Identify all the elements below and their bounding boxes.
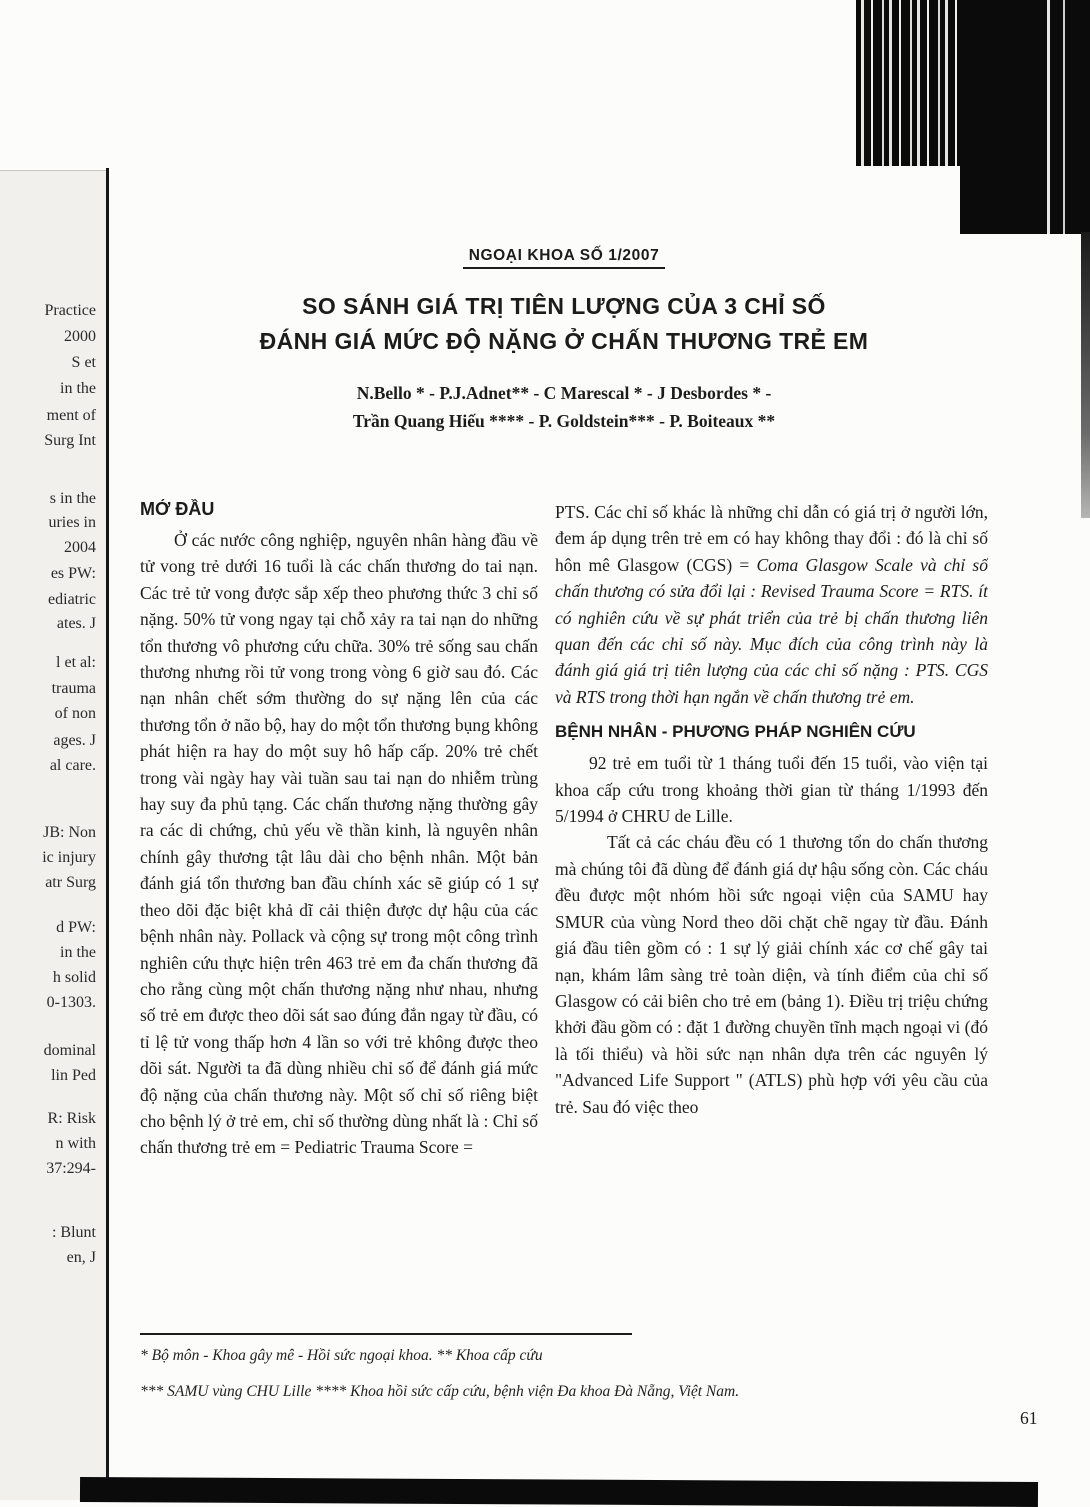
margin-text-fragment: n with — [55, 1135, 96, 1152]
authors — [140, 379, 988, 435]
scan-corner-artifact — [960, 0, 1090, 234]
margin-text-fragment: al care. — [49, 757, 96, 774]
margin-text-fragment: Practice — [44, 302, 96, 319]
intro-heading: MỞ ĐẦU — [140, 499, 215, 519]
margin-text-fragment: trauma — [51, 680, 96, 697]
article-title-line1: SO SÁNH GIÁ TRỊ TIÊN LƯỢNG CỦA 3 CHỈ SỐ — [302, 293, 826, 319]
margin-text-fragment: 2000 — [64, 328, 96, 345]
scan-bottom-edge-artifact — [80, 1477, 1038, 1507]
methods-paragraph-1: 92 trẻ em tuổi từ 1 tháng tuổi đến 15 tuổi, vào viện tại khoa cấp cứu trong khoảng thời gian từ tháng 1/1993 đến 5/1994 ở CHRU de Lille. — [555, 753, 988, 827]
margin-text-fragment: in the — [60, 380, 96, 397]
intro-continued-italic: Coma Glasgow Scale và chỉ số chấn thương có sửa đổi lại : Revised Trauma Score = RTS. ít có nghiên cứu về sự phát triển của trẻ bị chấn thương liên quan đến các chỉ số này. Mục đích của công trình này là đánh giá giá trị tiên lượng của các chỉ số nặng : PTS. CGS và RTS trong thời hạn ngắn về chấn thương trẻ em. — [555, 554, 988, 707]
margin-text-fragment: ediatric — [48, 591, 96, 608]
margin-text-fragment: atr Surg — [45, 874, 96, 891]
journal-header — [140, 247, 988, 265]
footnote-line2: *** SAMU vùng CHU Lille **** Khoa hồi sức cấp cứu, bệnh viện Đa khoa Đà Nẵng, Việt Nam. — [140, 1383, 740, 1400]
margin-text-fragment: ment of — [46, 407, 96, 424]
margin-text-fragment: en, J — [66, 1249, 96, 1266]
left-column — [140, 499, 538, 1327]
scan-binding-artifact — [856, 0, 966, 166]
page-fold-line — [106, 168, 109, 1500]
margin-text-fragment: uries in — [48, 514, 96, 531]
journal-header-text: NGOẠI KHOA SỐ 1/2007 — [463, 247, 666, 269]
margin-text-fragment: s in the — [49, 490, 96, 507]
margin-text-fragment: R: Risk — [47, 1110, 96, 1127]
margin-text-fragment: Surg Int — [44, 432, 96, 449]
authors-line2: Trần Quang Hiếu **** - P. Goldstein*** - P. Boiteaux ** — [352, 411, 776, 431]
footnote-separator — [140, 1333, 632, 1335]
margin-text-fragment: h solid — [52, 969, 96, 986]
margin-text-fragment: ic injury — [42, 849, 96, 866]
margin-text-fragment: JB: Non — [43, 824, 96, 841]
margin-text-fragment: d PW: — [56, 919, 96, 936]
margin-text-fragment: lin Ped — [51, 1067, 96, 1084]
intro-paragraph: Ở các nước công nghiệp, nguyên nhân hàng đầu về tử vong trẻ dưới 16 tuổi là các chấn thương do tai nạn. Các trẻ tử vong được sắp xếp theo phương thức 3 chỉ số nặng. 50% tử vong ngay tại chỗ xảy ra tai nạn do những tổn thương vô phương cứu chữa. 30% trẻ sống sau chấn thương nhưng rồi tử vong trong vòng 6 giờ sau đó. Các nạn nhân chết sớm thường do sự nặng lên của các thương tổn ở não bộ, hay do một tổn thương bụng không phát hiện ra hay do một suy hô hấp cấp. 20% trẻ chết trong vài ngày hay vài tuần sau tai nạn do nhiễm trùng hay suy đa phủ tạng. Các chấn thương nặng thường gây ra các di chứng, chủ yếu về thần kinh, là nguyên nhân chính gây thương tật lâu dài cho bệnh nhân. Một bản đánh giá tổn thương ban đầu chính xác sẽ giúp có 1 sự theo dõi đặc biệt khả dĩ cải thiện được dự hậu của các bệnh nhân này. Pollack và cộng sự trong một công trình nghiên cứu thực hiện trên 463 trẻ em đa chấn thương đã cho rằng cùng một chấn thương nặng như nhau, nhưng số trẻ em được theo dõi sát sao đúng đắn ngay từ đầu, có tỉ lệ tử vong thấp hơn 4 lần so với trẻ không được theo dõi sát. Người ta đã dùng nhiều chỉ số để đánh giá mức độ nặng của chấn thương này. Một số chỉ số riêng biệt cho bệnh lý ở trẻ em, chỉ số thường dùng nhất là : Chỉ số chấn thương trẻ em = Pediatric Trauma Score = — [140, 530, 538, 1158]
margin-text-fragment: es PW: — [50, 565, 96, 582]
margin-text-fragment: 37:294- — [46, 1160, 96, 1177]
adjacent-page-strip — [0, 170, 106, 1500]
margin-text-fragment: 2004 — [64, 539, 96, 556]
intro-continued-paragraph — [555, 499, 988, 710]
article-page — [140, 247, 988, 1404]
footnotes — [140, 1343, 988, 1404]
page-number: 61 — [1020, 1408, 1038, 1428]
article-columns — [140, 499, 988, 1327]
intro-continued-roman: PTS. Các chỉ số khác là những chỉ dẫn có giá trị ở người lớn, đem áp dụng trên trẻ em có hay không thay đổi : đó là chỉ số hôn mê Glasgow (CGS) = — [555, 502, 988, 575]
scan-page-edge-artifact — [1081, 232, 1090, 518]
margin-text-fragment: ates. J — [56, 615, 96, 632]
margin-text-fragment: : Blunt — [51, 1224, 96, 1241]
article-title-line2: ĐÁNH GIÁ MỨC ĐỘ NẶNG Ở CHẤN THƯƠNG TRẺ EM — [259, 328, 869, 354]
margin-text-fragment: of non — [54, 705, 96, 722]
margin-text-fragment: dominal — [43, 1042, 96, 1059]
article-title — [140, 289, 988, 359]
right-column — [555, 499, 988, 1327]
margin-text-fragment: in the — [60, 944, 96, 961]
methods-paragraph-2: Tất cả các cháu đều có 1 thương tổn do chấn thương mà chúng tôi đã dùng để đánh giá dự hậu sống còn. Các cháu đều được một nhóm hồi sức ngoại viện của SAMU hay SMUR của vùng Nord theo dõi chặt chẽ ngay từ đầu. Đánh giá đầu tiên gồm có : 1 sự lý giải chính xác cơ chế gây tai nạn, khám lâm sàng trẻ toàn diện, và tính điểm của chỉ số Glasgow có cải biên cho trẻ em (bảng 1). Điều trị triệu chứng khởi đầu gồm có : đặt 1 đường chuyền tĩnh mạch ngoại vi (đó là tối thiểu) và hồi sức nạn nhân dựa trên các nguyên lý "Advanced Life Support " (ATLS) phù hợp với yêu cầu của trẻ. Sau đó việc theo — [555, 832, 988, 1117]
margin-text-fragment: 0-1303. — [46, 994, 96, 1011]
margin-text-fragment: ages. J — [53, 732, 96, 749]
methods-heading: BỆNH NHÂN - PHƯƠNG PHÁP NGHIÊN CỨU — [555, 722, 916, 742]
footnote-line1: * Bộ môn - Khoa gây mê - Hồi sức ngoại khoa. ** Khoa cấp cứu — [140, 1347, 543, 1364]
margin-text-fragment: S et — [71, 354, 96, 371]
margin-text-fragment: l et al: — [56, 654, 96, 671]
authors-line1: N.Bello * - P.J.Adnet** - C Marescal * - J Desbordes * - — [356, 383, 772, 403]
